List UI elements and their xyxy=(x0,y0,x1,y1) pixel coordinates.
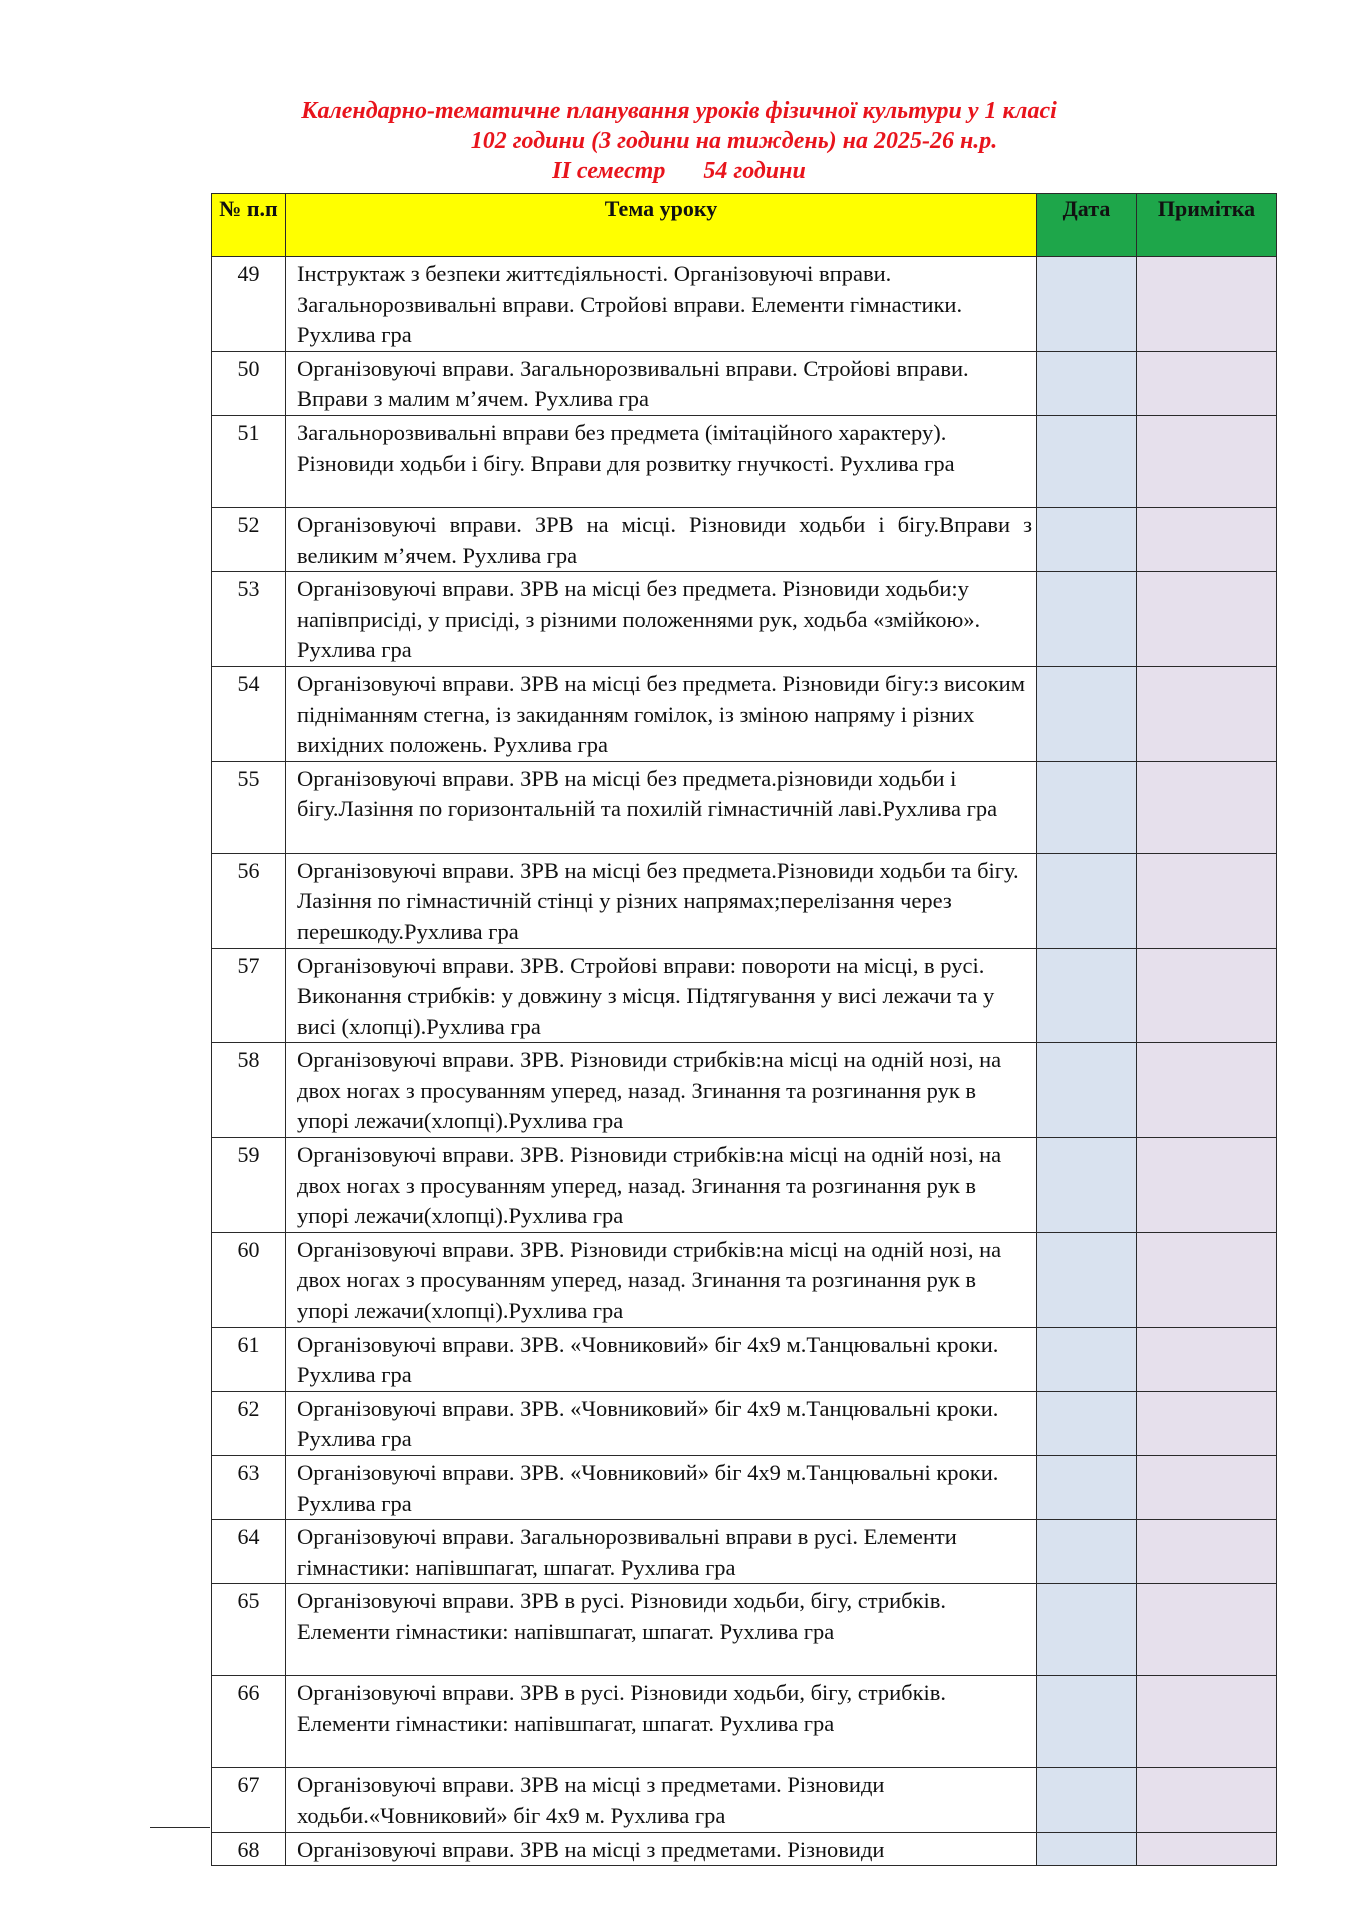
lesson-number: 61 xyxy=(212,1327,286,1391)
lesson-topic: Організовуючі вправи. ЗРВ на місці без предмета. Різновиди бігу:з високим підніманням стегна, із закиданням гомілок, із зміною напряму і різних вихідних положень. Рухлива гра xyxy=(286,666,1037,761)
lesson-date-cell[interactable] xyxy=(1037,1391,1137,1455)
lesson-date-cell[interactable] xyxy=(1037,1043,1137,1138)
lesson-number: 52 xyxy=(212,507,286,571)
lesson-topic: Організовуючі вправи. ЗРВ. «Човниковий» біг 4х9 м.Танцювальні кроки. Рухлива гра xyxy=(286,1327,1037,1391)
lesson-topic: Загальнорозвивальні вправи без предмета (імітаційного характеру). Різновиди ходьби і бігу. Вправи для розвитку гнучкості. Рухлива гра xyxy=(286,415,1037,507)
lesson-note-cell[interactable] xyxy=(1137,1138,1277,1233)
table-body xyxy=(212,257,1277,1866)
lesson-topic: Організовуючі вправи. ЗРВ. Стройові вправи: повороти на місці, в русі. Виконання стрибків: у довжину з місця. Підтягування у висі лежачи та у висі (хлопці).Рухлива гра xyxy=(286,948,1037,1043)
lesson-number: 63 xyxy=(212,1456,286,1520)
lesson-topic: Організовуючі вправи. Загальнорозвивальні вправи. Стройові вправи. Вправи з малим м’ячем. Рухлива гра xyxy=(286,351,1037,415)
lesson-note-cell[interactable] xyxy=(1137,351,1277,415)
lesson-topic: Організовуючі вправи. ЗРВ на місці без предмета.Різновиди ходьби та бігу. Лазіння по гімнастичній стінці у різних напрямах;перелізання через перешкоду.Рухлива гра xyxy=(286,853,1037,948)
lesson-topic: Інструктаж з безпеки життєдіяльності. Організовуючі вправи. Загальнорозвивальні вправи. Стройові вправи. Елементи гімнастики. Рухлива гра xyxy=(286,257,1037,352)
lesson-date-cell[interactable] xyxy=(1037,351,1137,415)
lesson-topic: Організовуючі вправи. ЗРВ на місці з предметами. Різновиди ходьби.«Човниковий» біг 4х9 м. Рухлива гра xyxy=(286,1768,1037,1832)
lesson-number: 62 xyxy=(212,1391,286,1455)
lesson-note-cell[interactable] xyxy=(1137,415,1277,507)
title-line-1: Календарно-тематичне планування уроків фізичної культури у 1 класі xyxy=(301,98,1057,124)
lesson-note-cell[interactable] xyxy=(1137,257,1277,352)
lesson-number: 66 xyxy=(212,1676,286,1768)
lesson-number: 53 xyxy=(212,572,286,667)
semester-hours: 54 години xyxy=(703,158,806,184)
lesson-date-cell[interactable] xyxy=(1037,1832,1137,1866)
header-note: Примітка xyxy=(1137,194,1277,257)
lesson-number: 50 xyxy=(212,351,286,415)
lesson-number: 55 xyxy=(212,761,286,853)
table-row xyxy=(212,1327,1277,1391)
lesson-date-cell[interactable] xyxy=(1037,1456,1137,1520)
lesson-topic: Організовуючі вправи. ЗРВ. Різновиди стрибків:на місці на одній нозі, на двох ногах з просуванням уперед, назад. Згинання та розгинання рук в упорі лежачи(хлопці).Рухлива гра xyxy=(286,1232,1037,1327)
table-row xyxy=(212,853,1277,948)
table-row xyxy=(212,507,1277,571)
lesson-number: 49 xyxy=(212,257,286,352)
table-row xyxy=(212,1456,1277,1520)
lesson-date-cell[interactable] xyxy=(1037,1676,1137,1768)
lesson-date-cell[interactable] xyxy=(1037,1768,1137,1832)
header-number: № п.п xyxy=(212,194,286,257)
lesson-note-cell[interactable] xyxy=(1137,1676,1277,1768)
lesson-note-cell[interactable] xyxy=(1137,853,1277,948)
lesson-topic: Організовуючі вправи. ЗРВ на місці без предмета.різновиди ходьби і бігу.Лазіння по горизонтальній та похилій гімнастичній лаві.Рухлива гра xyxy=(286,761,1037,853)
lesson-topic: Організовуючі вправи. ЗРВ на місці. Різновиди ходьби і бігу.Вправи з великим м’ячем. Рухлива гра xyxy=(286,507,1037,571)
lesson-note-cell[interactable] xyxy=(1137,1232,1277,1327)
table-row xyxy=(212,257,1277,352)
lesson-number: 60 xyxy=(212,1232,286,1327)
lesson-date-cell[interactable] xyxy=(1037,1327,1137,1391)
lesson-topic: Організовуючі вправи. Загальнорозвивальні вправи в русі. Елементи гімнастики: напівшпагат, шпагат. Рухлива гра xyxy=(286,1520,1037,1584)
table-row xyxy=(212,1391,1277,1455)
title-line-3 xyxy=(0,156,1358,186)
lesson-date-cell[interactable] xyxy=(1037,572,1137,667)
lesson-date-cell[interactable] xyxy=(1037,761,1137,853)
footer-rule xyxy=(150,1827,210,1828)
lesson-date-cell[interactable] xyxy=(1037,415,1137,507)
document-title xyxy=(0,96,1358,186)
semester-label: II семестр xyxy=(552,158,666,184)
header-date: Дата xyxy=(1037,194,1137,257)
lesson-number: 59 xyxy=(212,1138,286,1233)
lesson-number: 57 xyxy=(212,948,286,1043)
lesson-topic: Організовуючі вправи. ЗРВ на місці з предметами. Різновиди xyxy=(286,1832,1037,1866)
lesson-number: 56 xyxy=(212,853,286,948)
lesson-note-cell[interactable] xyxy=(1137,572,1277,667)
table-row xyxy=(212,1832,1277,1866)
lesson-topic: Організовуючі вправи. ЗРВ в русі. Різновиди ходьби, бігу, стрибків. Елементи гімнастики: напівшпагат, шпагат. Рухлива гра xyxy=(286,1676,1037,1768)
lesson-topic: Організовуючі вправи. ЗРВ. Різновиди стрибків:на місці на одній нозі, на двох ногах з просуванням уперед, назад. Згинання та розгинання рук в упорі лежачи(хлопці).Рухлива гра xyxy=(286,1043,1037,1138)
lesson-number: 64 xyxy=(212,1520,286,1584)
table-row xyxy=(212,1584,1277,1676)
table-row xyxy=(212,572,1277,667)
table-row xyxy=(212,351,1277,415)
table-row xyxy=(212,666,1277,761)
lesson-note-cell[interactable] xyxy=(1137,1768,1277,1832)
lesson-date-cell[interactable] xyxy=(1037,507,1137,571)
lesson-number: 58 xyxy=(212,1043,286,1138)
table-row xyxy=(212,1138,1277,1233)
lesson-number: 67 xyxy=(212,1768,286,1832)
lesson-date-cell[interactable] xyxy=(1037,257,1137,352)
lesson-date-cell[interactable] xyxy=(1037,853,1137,948)
table-row xyxy=(212,948,1277,1043)
lesson-note-cell[interactable] xyxy=(1137,507,1277,571)
lesson-note-cell[interactable] xyxy=(1137,1832,1277,1866)
lesson-date-cell[interactable] xyxy=(1037,1520,1137,1584)
lesson-topic: Організовуючі вправи. ЗРВ. «Човниковий» біг 4х9 м.Танцювальні кроки. Рухлива гра xyxy=(286,1391,1037,1455)
lesson-number: 68 xyxy=(212,1832,286,1866)
lesson-date-cell[interactable] xyxy=(1037,948,1137,1043)
lesson-topic: Організовуючі вправи. ЗРВ на місці без предмета. Різновиди ходьби:у напівприсіді, у присіді, з різними положеннями рук, ходьба «змійкою». Рухлива гра xyxy=(286,572,1037,667)
table-row xyxy=(212,1520,1277,1584)
lesson-number: 51 xyxy=(212,415,286,507)
header-topic: Тема уроку xyxy=(286,194,1037,257)
lesson-note-cell[interactable] xyxy=(1137,1520,1277,1584)
lesson-date-cell[interactable] xyxy=(1037,1138,1137,1233)
lesson-note-cell[interactable] xyxy=(1137,1584,1277,1676)
lesson-note-cell[interactable] xyxy=(1137,1327,1277,1391)
table-row xyxy=(212,1043,1277,1138)
lesson-note-cell[interactable] xyxy=(1137,666,1277,761)
lesson-topic: Організовуючі вправи. ЗРВ в русі. Різновиди ходьби, бігу, стрибків. Елементи гімнастики: напівшпагат, шпагат. Рухлива гра xyxy=(286,1584,1037,1676)
table-header-row xyxy=(212,194,1277,257)
lesson-topic: Організовуючі вправи. ЗРВ. «Човниковий» біг 4х9 м.Танцювальні кроки. Рухлива гра xyxy=(286,1456,1037,1520)
lesson-note-cell[interactable] xyxy=(1137,1391,1277,1455)
table-row xyxy=(212,415,1277,507)
lesson-date-cell[interactable] xyxy=(1037,1584,1137,1676)
table-row xyxy=(212,1768,1277,1832)
lesson-date-cell[interactable] xyxy=(1037,1232,1137,1327)
lesson-date-cell[interactable] xyxy=(1037,666,1137,761)
lesson-note-cell[interactable] xyxy=(1137,948,1277,1043)
lesson-plan-table xyxy=(211,193,1277,1866)
title-line-2: 102 години (3 години на тиждень) на 2025-26 н.р. xyxy=(470,128,998,154)
lesson-topic: Організовуючі вправи. ЗРВ. Різновиди стрибків:на місці на одній нозі, на двох ногах з просуванням уперед, назад. Згинання та розгинання рук в упорі лежачи(хлопці).Рухлива гра xyxy=(286,1138,1037,1233)
lesson-number: 54 xyxy=(212,666,286,761)
lesson-number: 65 xyxy=(212,1584,286,1676)
table-row xyxy=(212,1676,1277,1768)
lesson-note-cell[interactable] xyxy=(1137,761,1277,853)
lesson-note-cell[interactable] xyxy=(1137,1043,1277,1138)
table-row xyxy=(212,761,1277,853)
lesson-note-cell[interactable] xyxy=(1137,1456,1277,1520)
table-row xyxy=(212,1232,1277,1327)
